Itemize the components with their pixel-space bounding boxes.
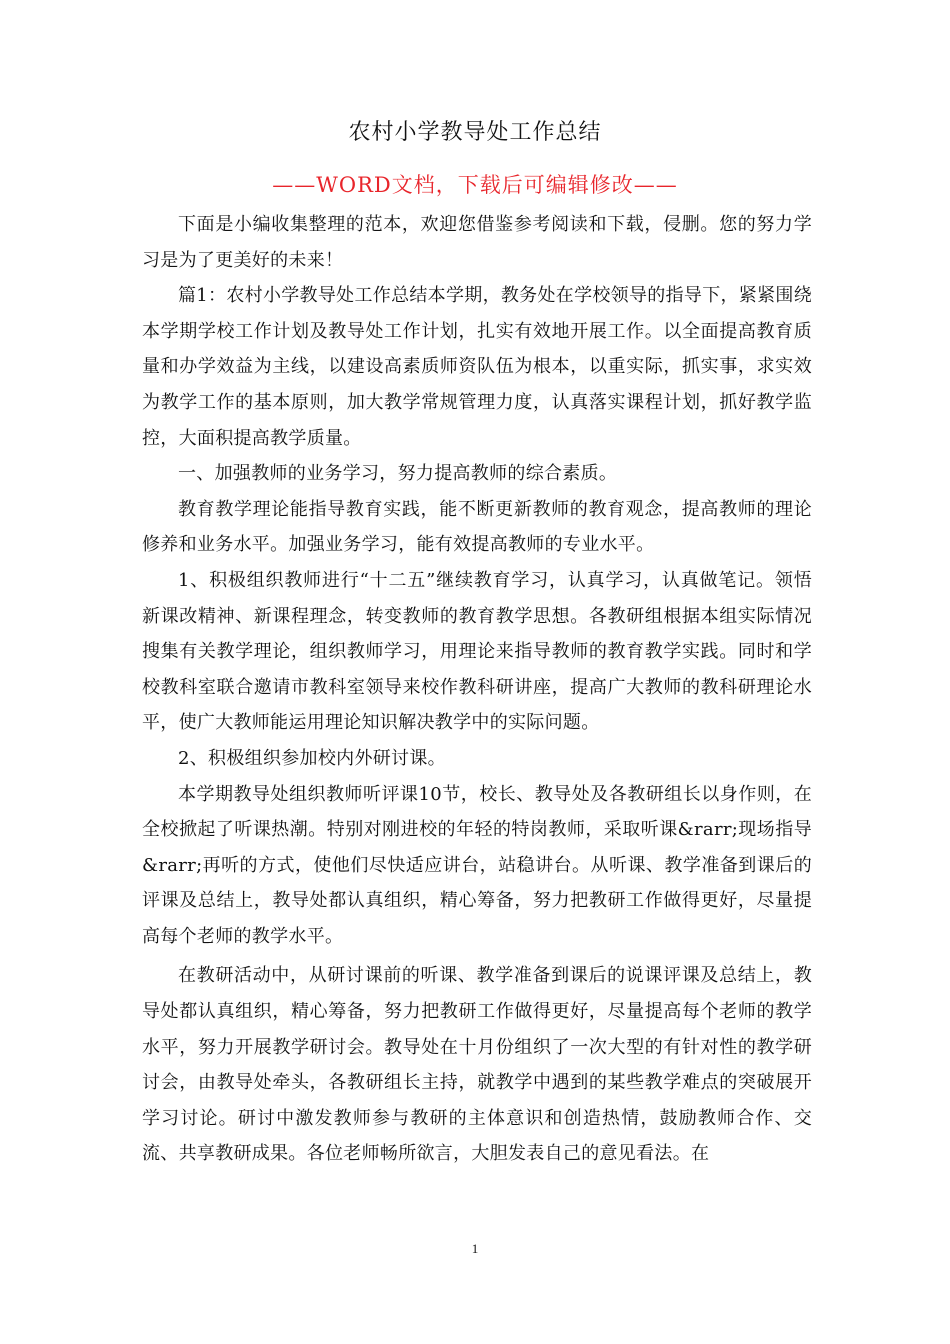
paragraph-item-2: 2、积极组织参加校内外研讨课。 — [178, 747, 446, 769]
document-body — [142, 207, 812, 1172]
paragraph-research-activity: 在教研活动中，从研讨课前的听课、教学准备到课后的说课评课及总结上，教导处都认真组织，精心筹备，努力把教研工作做得更好，尽量提高每个老师的教学水平，努力开展教学研讨会。教导处在十月份组织了一次大型的有针对性的教学研讨会，由教导处牵头，各教研组长主持，就教学中遇到的某些教学难点的突破展开学习讨论。研讨中激发教师参与教研的主体意识和创造热情，鼓励教师合作、交流、共享教研成果。各位老师畅所欲言，大胆发表自己的意见看法。在 — [142, 965, 812, 1165]
page-number: 1 — [471, 1241, 479, 1256]
paragraph-theory: 教育教学理论能指导教育实践，能不断更新教师的教育观念，提高教师的理论修养和业务水平。加强业务学习，能有效提高教师的专业水平。 — [142, 498, 812, 556]
document-subtitle: ——WORD文档，下载后可编辑修改—— — [272, 173, 678, 197]
paragraph-item-1: 1、积极组织教师进行“十二五”继续教育学习，认真学习，认真做笔记。领悟新课改精神、新课程理念，转变教师的教育教学思想。各教研组根据本组实际情况搜集有关教学理论，组织教师学习，用理论来指导教师的教育教学实践。同时和学校教科室联合邀请市教科室领导来校作教科研讲座，提高广大教师的教科研理论水平，使广大教师能运用理论知识解决教学中的实际问题。 — [142, 569, 812, 734]
paragraph-heading-1: 一、加强教师的业务学习，努力提高教师的综合素质。 — [178, 463, 618, 485]
paragraph-lesson-review: 本学期教导处组织教师听评课10节，校长、教导处及各教研组长以身作则，在全校掀起了听课热潮。特别对刚进校的年轻的特岗教师，采取听课&rarr;现场指导&rarr;再听的方式，使他们尽快适应讲台，站稳讲台。从听课、教学准备到课后的评课及总结上，教导处都认真组织，精心筹备，努力把教研工作做得更好，尽量提高每个老师的教学水平。 — [142, 783, 812, 947]
paragraph-intro: 下面是小编收集整理的范本，欢迎您借鉴参考阅读和下载，侵删。您的努力学习是为了更美好的未来！ — [142, 214, 812, 271]
paragraph-summary: 篇1：农村小学教导处工作总结本学期，教务处在学校领导的指导下，紧紧围绕本学期学校工作计划及教导处工作计划，扎实有效地开展工作。以全面提高教育质量和办学效益为主线，以建设高素质师资队伍为根本，以重实际，抓实事，求实效为教学工作的基本原则，加大教学常规管理力度，认真落实课程计划，抓好教学监控，大面积提高教学质量。 — [142, 285, 812, 449]
document-title: 农村小学教导处工作总结 — [348, 120, 602, 145]
